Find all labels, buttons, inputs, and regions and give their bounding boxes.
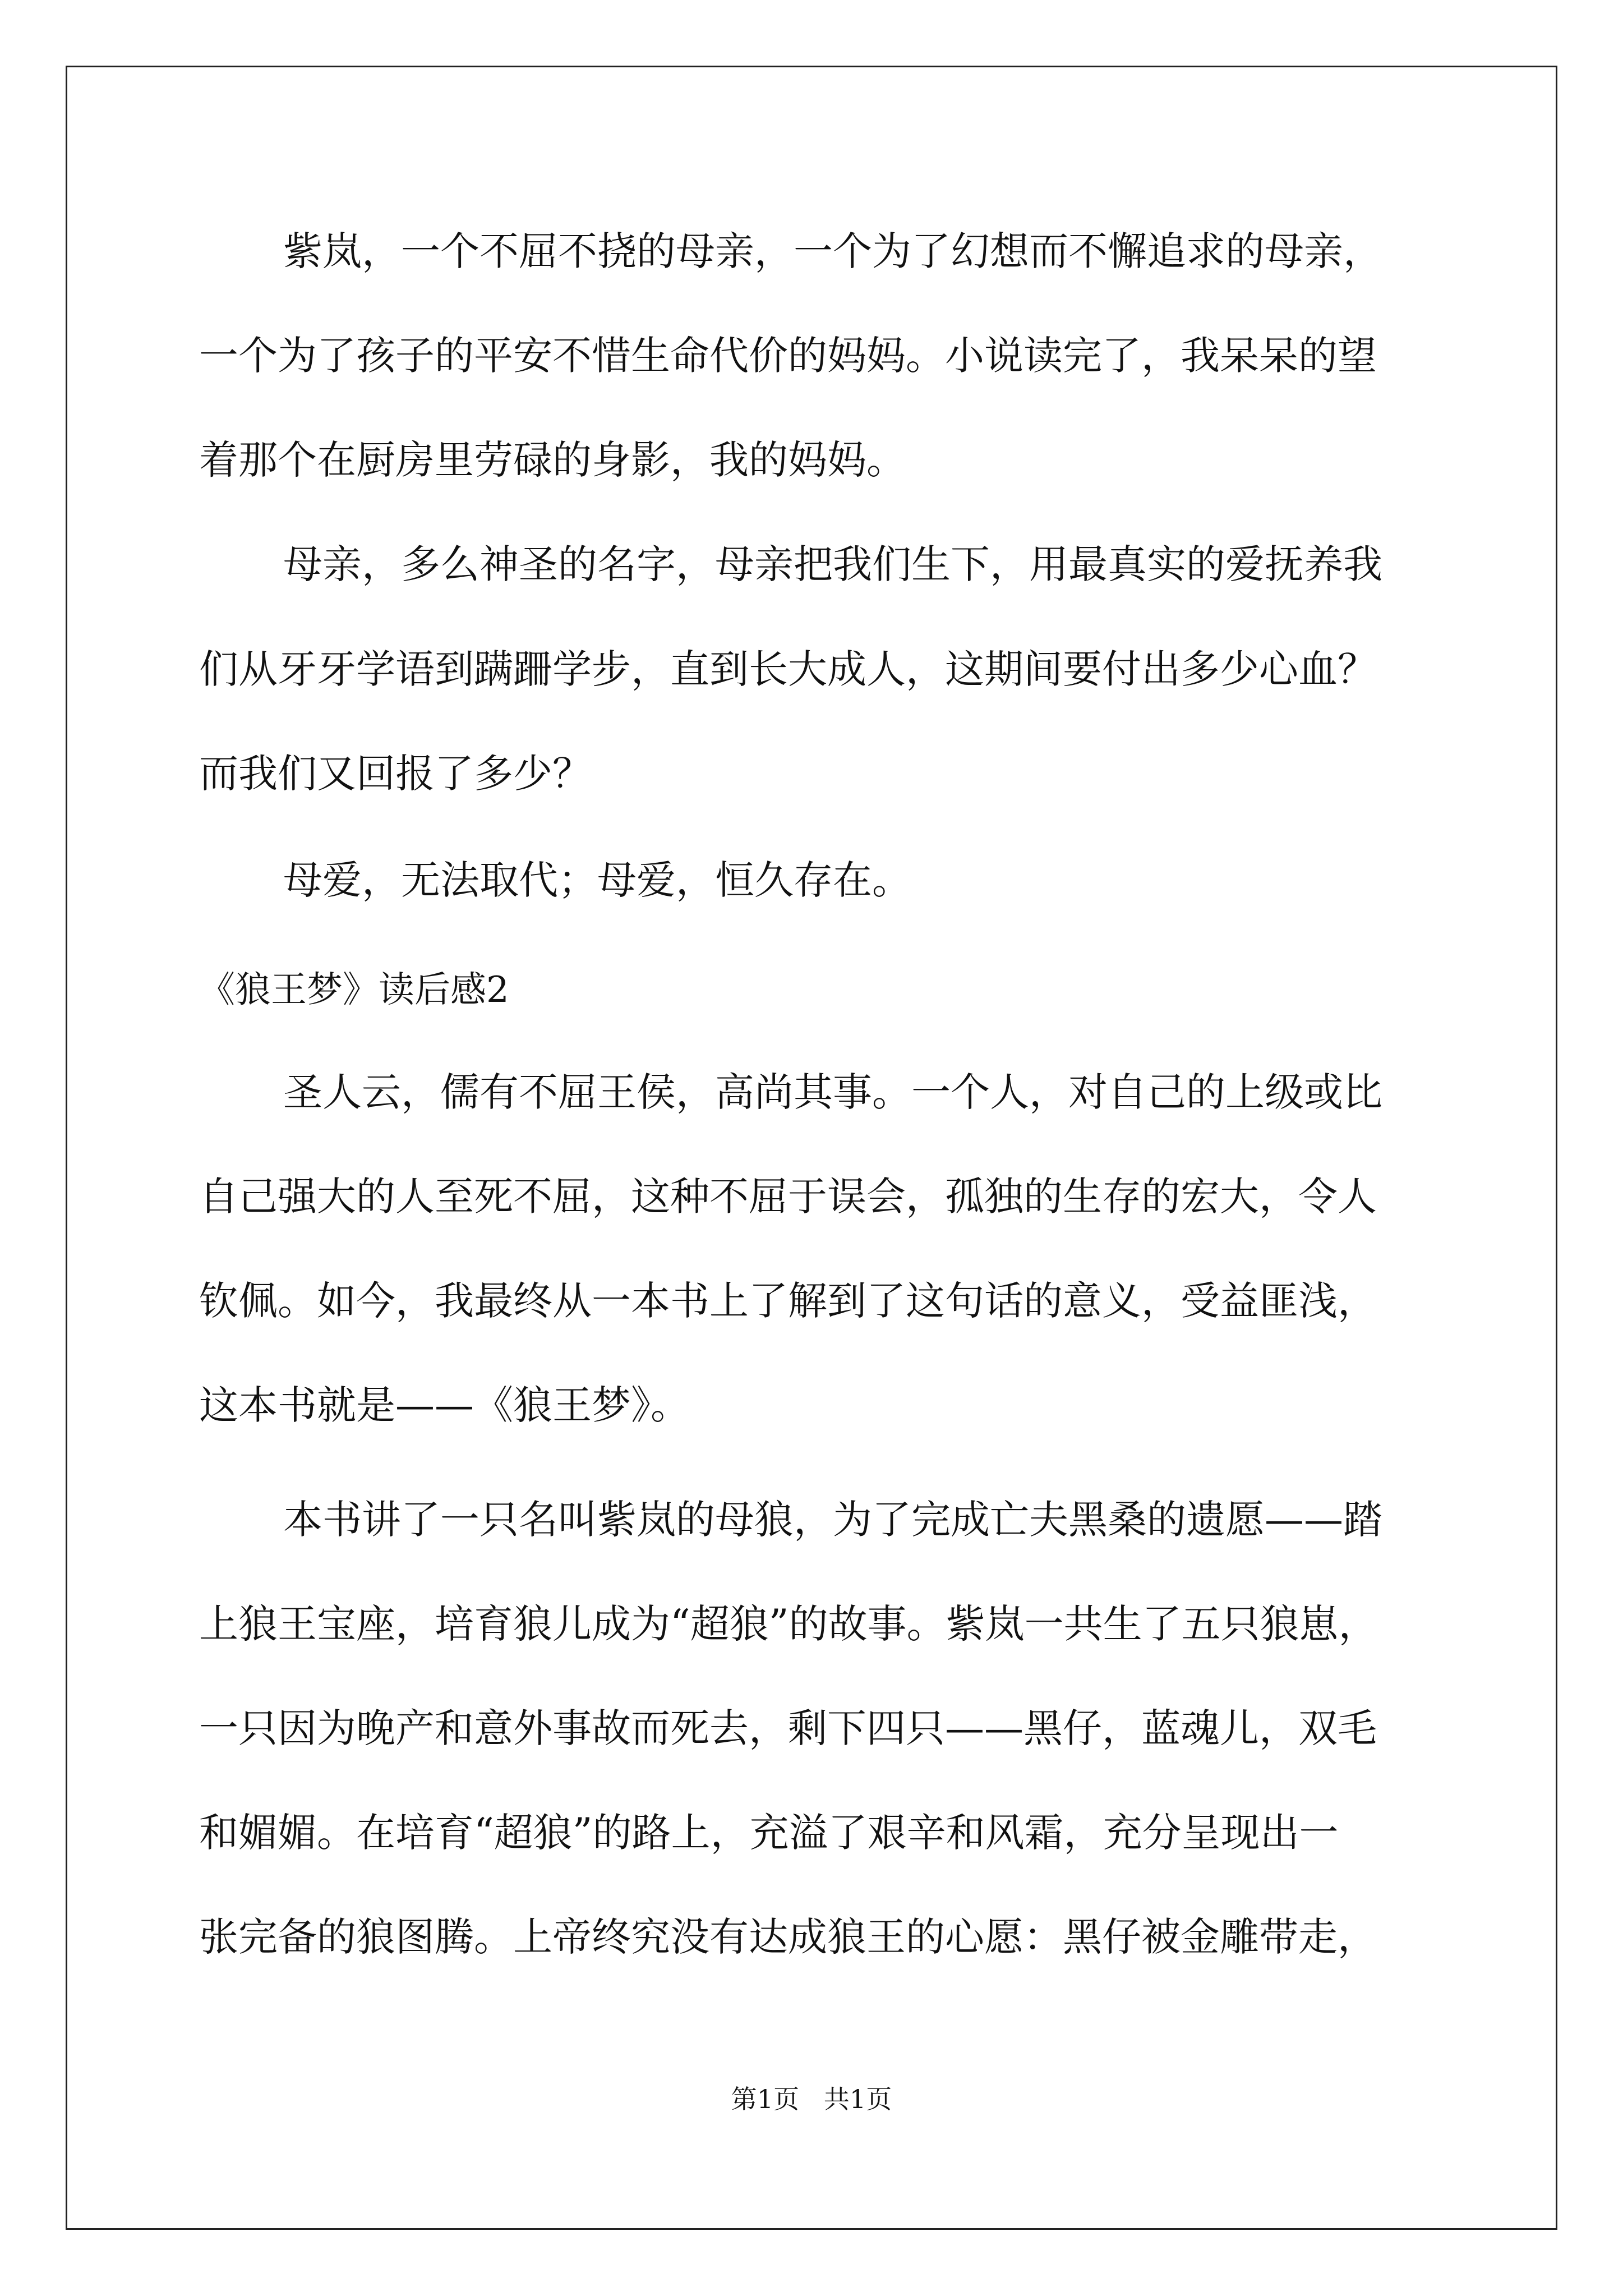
paragraph-line: 着那个在厨房里劳碌的身影，我的妈妈。 [199, 437, 906, 483]
page-border [66, 66, 1557, 2230]
paragraph-line: 紫岚，一个不屈不挠的母亲，一个为了幻想而不懈追求的母亲， [283, 228, 1382, 274]
paragraph-line: 而我们又回报了多少？ [199, 751, 592, 797]
paragraph-line: 钦佩。如今，我最终从一本书上了解到了这句话的意义，受益匪浅， [199, 1278, 1377, 1324]
section-heading: 《狼王梦》读后感2 [199, 969, 509, 1011]
paragraph-line: 这本书就是——《狼王梦》。 [199, 1382, 690, 1428]
paragraph-line: 们从牙牙学语到蹒跚学步，直到长大成人，这期间要付出多少心血？ [199, 646, 1377, 692]
page-footer: 第1页 共1页 [731, 2084, 892, 2114]
paragraph-line: 一只因为晚产和意外事故而死去，剩下四只——黑仔，蓝魂儿，双毛 [199, 1705, 1377, 1751]
paragraph-line: 本书讲了一只名叫紫岚的母狼，为了完成亡夫黑桑的遗愿——踏 [283, 1497, 1382, 1543]
paragraph-line: 自己强大的人至死不屈，这种不屈于误会，孤独的生存的宏大，令人 [199, 1174, 1377, 1220]
paragraph-line: 一个为了孩子的平安不惜生命代价的妈妈。小说读完了，我呆呆的望 [199, 333, 1377, 379]
paragraph-line: 母亲，多么神圣的名字，母亲把我们生下，用最真实的爱抚养我 [283, 541, 1382, 587]
paragraph-line: 上狼王宝座，培育狼儿成为“超狼”的故事。紫岚一共生了五只狼崽， [199, 1601, 1378, 1647]
paragraph-line: 和媚媚。在培育“超狼”的路上，充溢了艰辛和风霜，充分呈现出一 [199, 1810, 1339, 1856]
paragraph-line: 母爱，无法取代；母爱，恒久存在。 [283, 857, 911, 903]
paragraph-line: 圣人云，儒有不屈王侯，高尚其事。一个人，对自己的上级或比 [283, 1069, 1382, 1115]
paragraph-line: 张完备的狼图腾。上帝终究没有达成狼王的心愿：黑仔被金雕带走， [199, 1914, 1377, 1960]
